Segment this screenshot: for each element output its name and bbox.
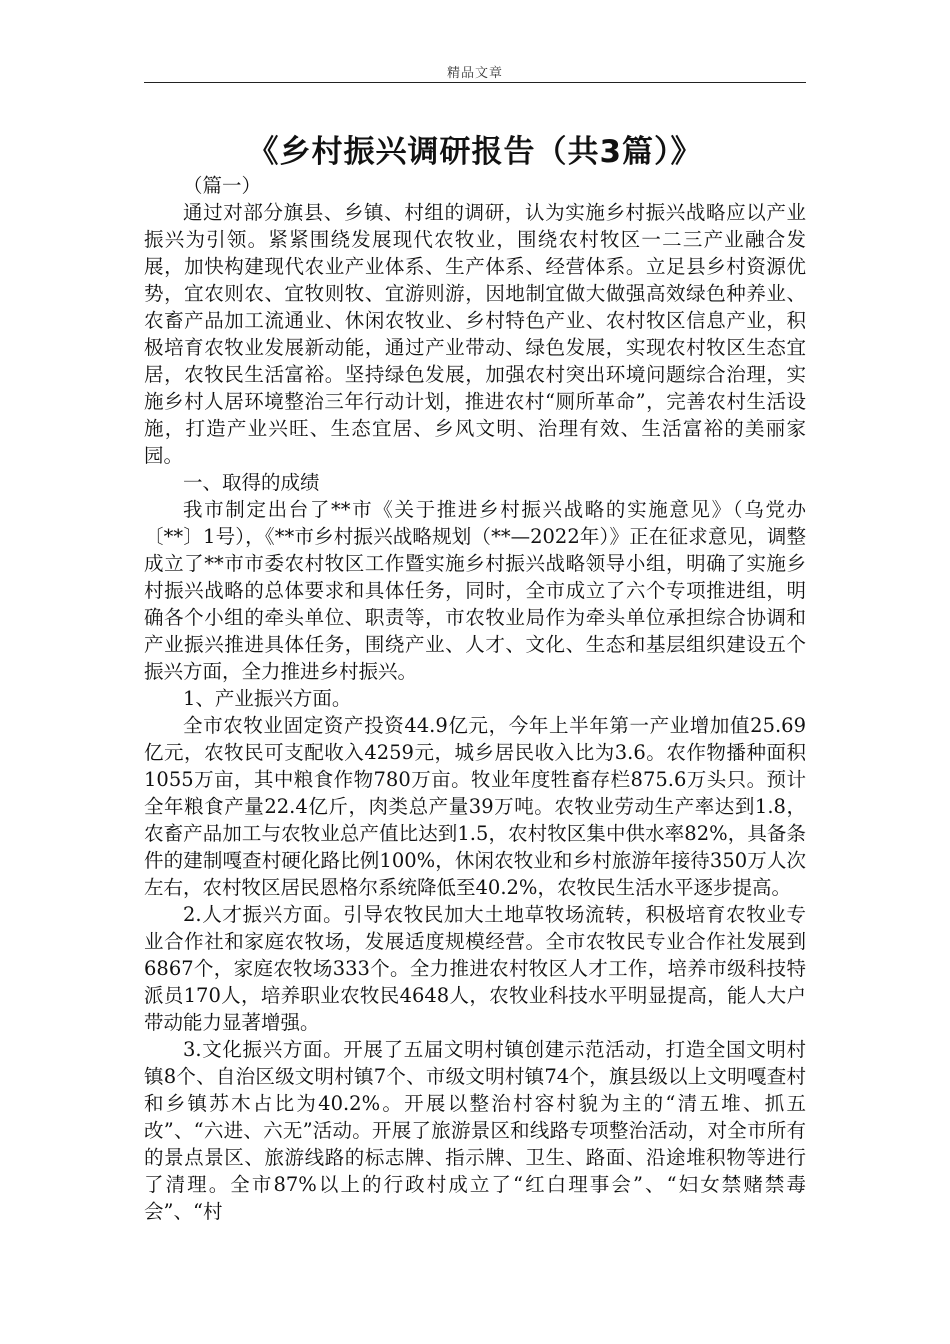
paragraph-policy: 我市制定出台了**市《关于推进乡村振兴战略的实施意见》（乌党办〔**〕1号），《**市乡村振兴战略规划（**—2022年）》正在征求意见，调整成立了**市市委农村牧区工作暨实施乡村振兴战略领导小组，明确了实施乡村振兴战略的总体要求和具体任务，同时，全市成立了六个专项推进组，明确各个小组的牵头单位、职责等，市农牧业局作为牵头单位承担综合协调和产业振兴推进具体任务，围绕产业、人才、文化、生态和基层组织建设五个振兴方面，全力推进乡村振兴。 [144, 498, 806, 683]
paragraph-industry: 全市农牧业固定资产投资44.9亿元，今年上半年第一产业增加值25.69亿元，农牧民可支配收入4259元，城乡居民收入比为3.6。农作物播种面积1055万亩，其中粮食作物780万亩。牧业年度牲畜存栏875.6万头只。预计全年粮食产量22.4亿斤，肉类总产量39万吨。农牧业劳动生产率达到1.8，农畜产品加工与农牧业总产值比达到1.5，农村牧区集中供水率82%，具备条件的建制嘎查村硬化路比例100%，休闲农牧业和乡村旅游年接待350万人次左右，农村牧区居民恩格尔系统降低至40.2%，农牧民生活水平逐步提高。 [144, 714, 806, 899]
section-heading-achievements: 一、取得的成绩 [183, 471, 320, 494]
part-label: （篇一） [183, 174, 262, 197]
header-divider [144, 82, 806, 83]
subsection-heading-industry: 1、产业振兴方面。 [183, 687, 352, 710]
paragraph-talent: 2.人才振兴方面。引导农牧民加大土地草牧场流转，积极培育农牧业专业合作社和家庭农牧场，发展适度规模经营。全市农牧民专业合作社发展到6867个，家庭农牧场333个。全力推进农村牧区人才工作，培养市级科技特派员170人，培养职业农牧民4648人，农牧业科技水平明显提高，能人大户带动能力显著增强。 [144, 903, 806, 1034]
document-body [144, 172, 806, 1225]
paragraph-culture: 3.文化振兴方面。开展了五届文明村镇创建示范活动，打造全国文明村镇8个、自治区级文明村镇7个、市级文明村镇74个，旗县级以上文明嘎查村和乡镇苏木占比为40.2%。开展以整治村容村貌为主的“清五堆、抓五改”、“六进、六无”活动。开展了旅游景区和线路专项整治活动，对全市所有的景点景区、旅游线路的标志牌、指示牌、卫生、路面、沿途堆积物等进行了清理。全市87%以上的行政村成立了“红白理事会”、“妇女禁赌禁毒会”、“村 [144, 1038, 806, 1223]
document-title: 《乡村振兴调研报告（共3篇）》 [247, 134, 703, 170]
page-header-label: 精品文章 [446, 66, 503, 81]
paragraph-intro: 通过对部分旗县、乡镇、村组的调研，认为实施乡村振兴战略应以产业振兴为引领。紧紧围绕发展现代农牧业，围绕农村牧区一二三产业融合发展，加快构建现代农业产业体系、生产体系、经营体系。立足县乡村资源优势，宜农则农、宜牧则牧、宜游则游，因地制宜做大做强高效绿色种养业、农畜产品加工流通业、休闲农牧业、乡村特色产业、农村牧区信息产业，积极培育农牧业发展新动能，通过产业带动、绿色发展，实现农村牧区生态宜居，农牧民生活富裕。坚持绿色发展，加强农村突出环境问题综合治理，实施乡村人居环境整治三年行动计划，推进农村“厕所革命”，完善农村生活设施，打造产业兴旺、生态宜居、乡风文明、治理有效、生活富裕的美丽家园。 [144, 201, 806, 467]
